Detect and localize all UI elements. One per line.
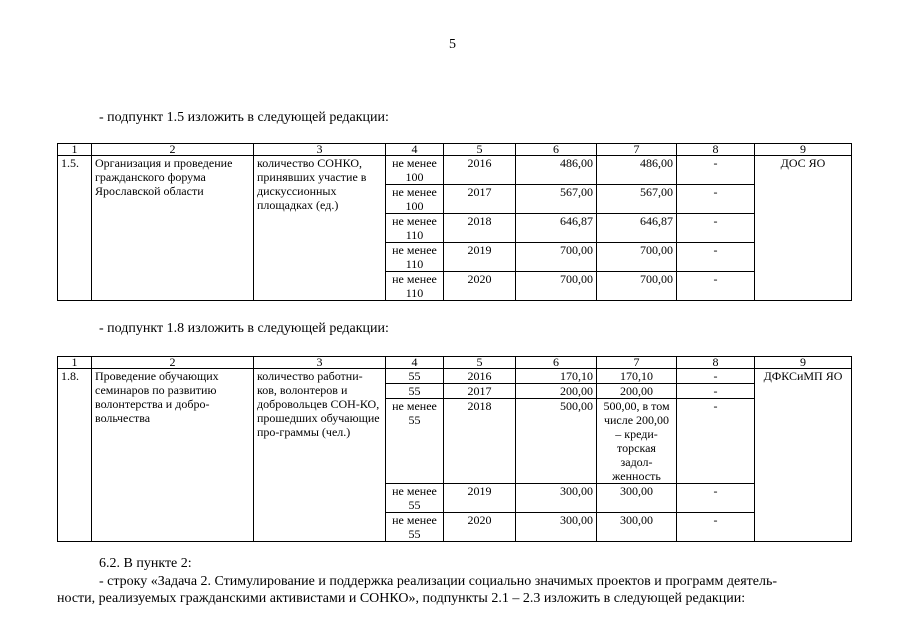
year-cell: 2020 [444,272,516,301]
target-cell: 55 [386,384,444,399]
amount-cell: 300,00 [597,513,677,542]
dash-cell: - [677,384,755,399]
amount-cell: 486,00 [516,156,597,185]
executor-cell: ДФКСиМП ЯО [755,369,852,542]
dash-cell: - [677,399,755,484]
col-header: 6 [516,144,597,156]
amount-cell: 700,00 [516,272,597,301]
dash-cell: - [677,513,755,542]
year-cell: 2019 [444,243,516,272]
col-header: 2 [92,357,254,369]
target-cell: не менее 55 [386,484,444,513]
col-header: 5 [444,357,516,369]
table-header-row [58,144,852,156]
target-cell: не менее 110 [386,214,444,243]
executor-cell: ДОС ЯО [755,156,852,301]
amount-cell: 300,00 [597,484,677,513]
item-indicator: количество работни-ков, волонтеров и добровольцев СОН-КО, прошедших обучающие про-граммы (чел.) [254,369,386,542]
paragraph-line-2: ности, реализуемых гражданскими активистами и СОНКО», подпункты 2.1 – 2.3 изложить в следующей редакции: [57,591,746,606]
amount-cell: 646,87 [597,214,677,243]
amount-cell: 170,10 [516,369,597,384]
amount-cell: 700,00 [597,272,677,301]
amount-cell: 300,00 [516,484,597,513]
year-cell: 2019 [444,484,516,513]
intro-1-5: - подпункт 1.5 изложить в следующей редакции: [99,110,389,125]
col-header: 4 [386,144,444,156]
amount-cell: 200,00 [516,384,597,399]
table-1-8 [57,356,852,542]
dash-cell: - [677,369,755,384]
dash-cell: - [677,272,755,301]
year-cell: 2018 [444,399,516,484]
year-cell: 2017 [444,185,516,214]
amount-cell: 646,87 [516,214,597,243]
col-header: 3 [254,357,386,369]
year-cell: 2020 [444,513,516,542]
item-number: 1.8. [58,369,92,542]
table-header-row [58,357,852,369]
amount-cell: 700,00 [597,243,677,272]
dash-cell: - [677,484,755,513]
amount-cell: 486,00 [597,156,677,185]
target-cell: не менее 100 [386,156,444,185]
dash-cell: - [677,185,755,214]
item-name: Проведение обучающих семинаров по развитию волонтерства и добро-вольчества [92,369,254,542]
year-cell: 2016 [444,156,516,185]
year-cell: 2018 [444,214,516,243]
col-header: 1 [58,144,92,156]
table-1-5 [57,143,852,301]
target-cell: не менее 110 [386,272,444,301]
col-header: 6 [516,357,597,369]
amount-cell: 700,00 [516,243,597,272]
item-name: Организация и проведение гражданского форума Ярославской области [92,156,254,301]
amount-cell: 567,00 [516,185,597,214]
col-header: 4 [386,357,444,369]
col-header: 7 [597,144,677,156]
year-cell: 2017 [444,384,516,399]
table-row [58,369,852,384]
col-header: 3 [254,144,386,156]
item-indicator: количество СОНКО, принявших участие в дискуссионных площадках (ед.) [254,156,386,301]
col-header: 8 [677,144,755,156]
col-header: 2 [92,144,254,156]
col-header: 8 [677,357,755,369]
item-number: 1.5. [58,156,92,301]
year-cell: 2016 [444,369,516,384]
paragraph-line-1: - строку «Задача 2. Стимулирование и поддержка реализации социально значимых проектов и программ деятель- [99,574,778,589]
target-cell: 55 [386,369,444,384]
page-number: 5 [449,37,456,52]
target-cell: не менее 100 [386,185,444,214]
section-6-2: 6.2. В пункте 2: [99,556,192,571]
col-header: 9 [755,357,852,369]
target-cell: не менее 55 [386,399,444,484]
col-header: 5 [444,144,516,156]
intro-1-8: - подпункт 1.8 изложить в следующей редакции: [99,321,389,336]
amount-cell: 500,00, в том числе 200,00 – креди-торская задол-женность [597,399,677,484]
amount-cell: 567,00 [597,185,677,214]
col-header: 1 [58,357,92,369]
amount-cell: 200,00 [597,384,677,399]
target-cell: не менее 110 [386,243,444,272]
dash-cell: - [677,243,755,272]
amount-cell: 500,00 [516,399,597,484]
target-cell: не менее 55 [386,513,444,542]
col-header: 9 [755,144,852,156]
col-header: 7 [597,357,677,369]
amount-cell: 170,10 [597,369,677,384]
dash-cell: - [677,156,755,185]
amount-cell: 300,00 [516,513,597,542]
dash-cell: - [677,214,755,243]
table-row [58,156,852,185]
